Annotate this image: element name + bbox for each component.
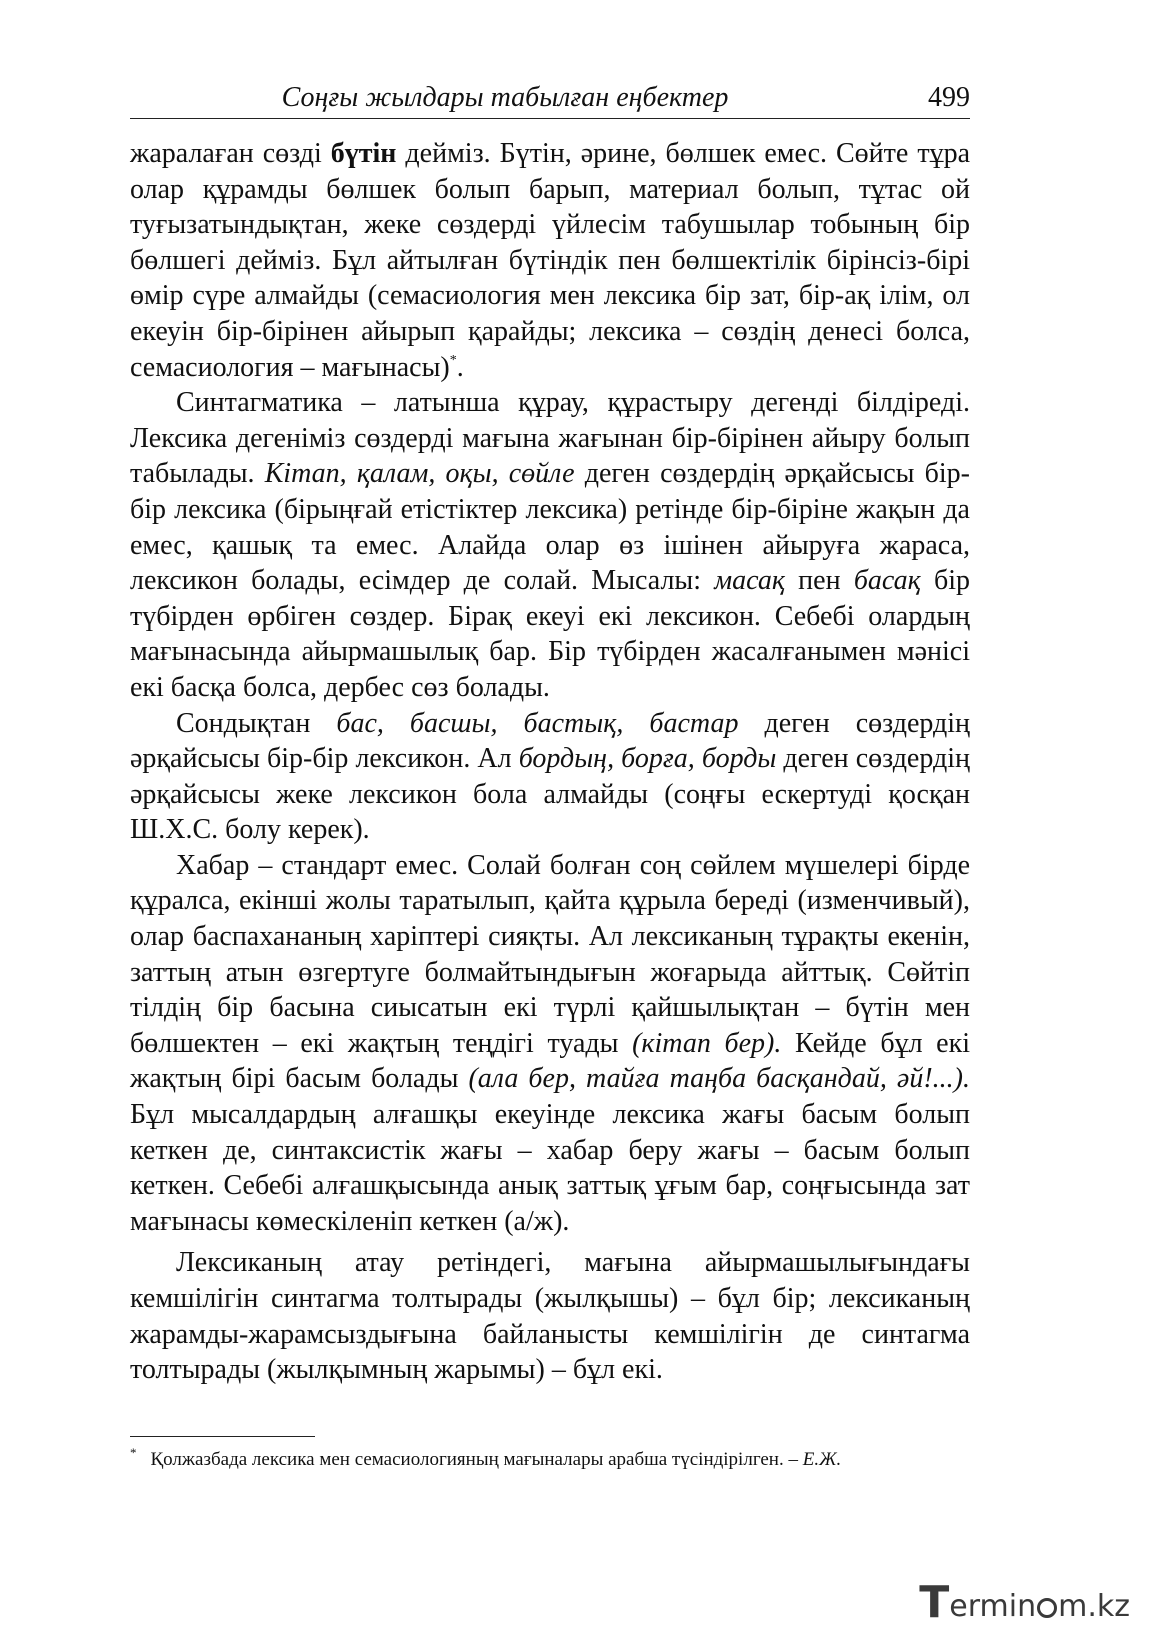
running-title: Соңғы жылдары табылған еңбектер bbox=[281, 82, 729, 113]
text-run: деген сөздердің әрқайсысы жеке лексикон бола алмайды (соңғы ескертуді қосқан Ш.Х.С. болу керек). bbox=[130, 743, 971, 846]
text-run: дейміз. Бүтін, әрине, бөлшек емес. Сөйте тұра олар құрамды бөлшек болып барып, материал болып, тұтас ой туғызатындықтан, жеке сөздерді үйлесім табушылар тобының бір бөлшегі дейміз. Бұл айтылған бүтіндік пен бөлшектілік бірінсіз-бірі өмір сүре алмайды (семасиология мен лексика бір зат, бір-ақ ілім, ол екеуін бір-бірінен айырып қарайды; лексика – сөздің денесі болса, семасиология – мағынасы) bbox=[130, 138, 970, 383]
italic-example: (ала бер, тайға таңба басқандай, әй!...). bbox=[468, 1063, 970, 1095]
text-run: пен bbox=[784, 565, 854, 597]
italic-example: бордың, борға, борды bbox=[518, 743, 777, 775]
text-run: Синтагматика – латынша құрау, құрастыру дегенді білдіреді. Лексика дегеніміз сөздерді мағына жағынан бір-бірінен айыру болып табылады. bbox=[130, 387, 970, 490]
italic-example: бас, басшы, бастық, бастар bbox=[336, 707, 739, 739]
paragraph-1 bbox=[130, 136, 970, 385]
text-run: Лексиканың атау ретіндегі, мағына айырмашылығындағы кемшілігін синтагма толтырады (жылқышы) – бұл бір; лексиканың жарамды-жарамсыздығына байланысты кемшілігін де синтагма толтырады (жылқымның жарымы) – бұл екі. bbox=[130, 1247, 970, 1386]
paragraph-2 bbox=[130, 385, 970, 705]
text-run: Сондықтан bbox=[176, 707, 337, 739]
logo-text: ermin bbox=[949, 1589, 1037, 1624]
italic-example: (кітап бер). bbox=[632, 1027, 782, 1059]
logo-text: m.kz bbox=[1058, 1589, 1130, 1624]
text-run: . bbox=[456, 351, 464, 383]
footnote-mark: * bbox=[130, 1445, 137, 1460]
footnote-text: Қолжазбада лексика мен семасиологияның мағыналары арабша түсіндірілген. – bbox=[150, 1449, 803, 1470]
italic-example: Кітап, қалам, оқы, сөйле bbox=[264, 458, 575, 490]
italic-example: масақ bbox=[714, 565, 785, 597]
text-run: Бұл мысалдардың алғашқы екеуінде лексика жағы басым болып кеткен де, синтаксистік жағы – хабар беру жағы – басым болып кеткен. Себебі алғашқысында анық заттық ұғым бар, соңғысында зат мағынасы көмескіленіп кеткен (а/ж). bbox=[130, 1099, 970, 1237]
text-run: Хабар – стандарт емес. Солай болған соң сөйлем мүшелері бірде құралса, екінші жолы таратылып, қайта құрыла береді (изменчивый), олар баспахананың харіптері сияқты. Ал лексиканың тұрақты екенін, заттың атын өзгертуге болмайтындығын жоғарыда айттық. Сөйтіп тілдің бір басына сиысатын екі түрлі қайшылықтан – бүтін мен бөлшектен – екі жақтың теңдігі туады bbox=[130, 849, 970, 1059]
text-run: Кейде бұл екі жақтың бірі басым болады bbox=[130, 1027, 970, 1095]
page-number: 499 bbox=[928, 82, 970, 113]
text-run: бір түбірден өрбіген сөздер. Бірақ екеуі екі лексикон. Себебі олардың мағынасында айырмашылық бар. Бір түбірден жасалғанымен мәнісі екі басқа болса, дербес сөз болады. bbox=[130, 565, 970, 703]
text-run: жаралаған сөзді bbox=[130, 138, 331, 169]
footnote-divider bbox=[130, 1436, 315, 1437]
italic-example: басақ bbox=[853, 565, 921, 597]
paragraph-5 bbox=[130, 1245, 970, 1387]
watermark-logo bbox=[919, 1577, 1130, 1628]
footnote-ref: * bbox=[449, 352, 457, 368]
text-run: деген сөздердің әрқайсысы бір-бір лексикон. Ал bbox=[130, 707, 971, 775]
text-run: деген сөздердің әрқайсысы бір-бір лексика (бірыңғай етістіктер лексика) ретінде бір-біріне жақын да емес, қашық та емес. Алайда олар өз ішінен айыруға жараса, лексикон болады, есімдер де солай. Мысалы: bbox=[130, 458, 970, 597]
footnote-author: Е.Ж. bbox=[802, 1449, 842, 1470]
body-text bbox=[130, 136, 970, 1388]
logo-t: T bbox=[919, 1577, 950, 1628]
bold-term: бүтін bbox=[330, 138, 397, 169]
footnote bbox=[130, 1446, 970, 1473]
running-header bbox=[130, 78, 970, 119]
paragraph-4 bbox=[130, 848, 970, 1240]
logo-ring-icon bbox=[1037, 1598, 1057, 1618]
paragraph-3 bbox=[130, 706, 970, 848]
